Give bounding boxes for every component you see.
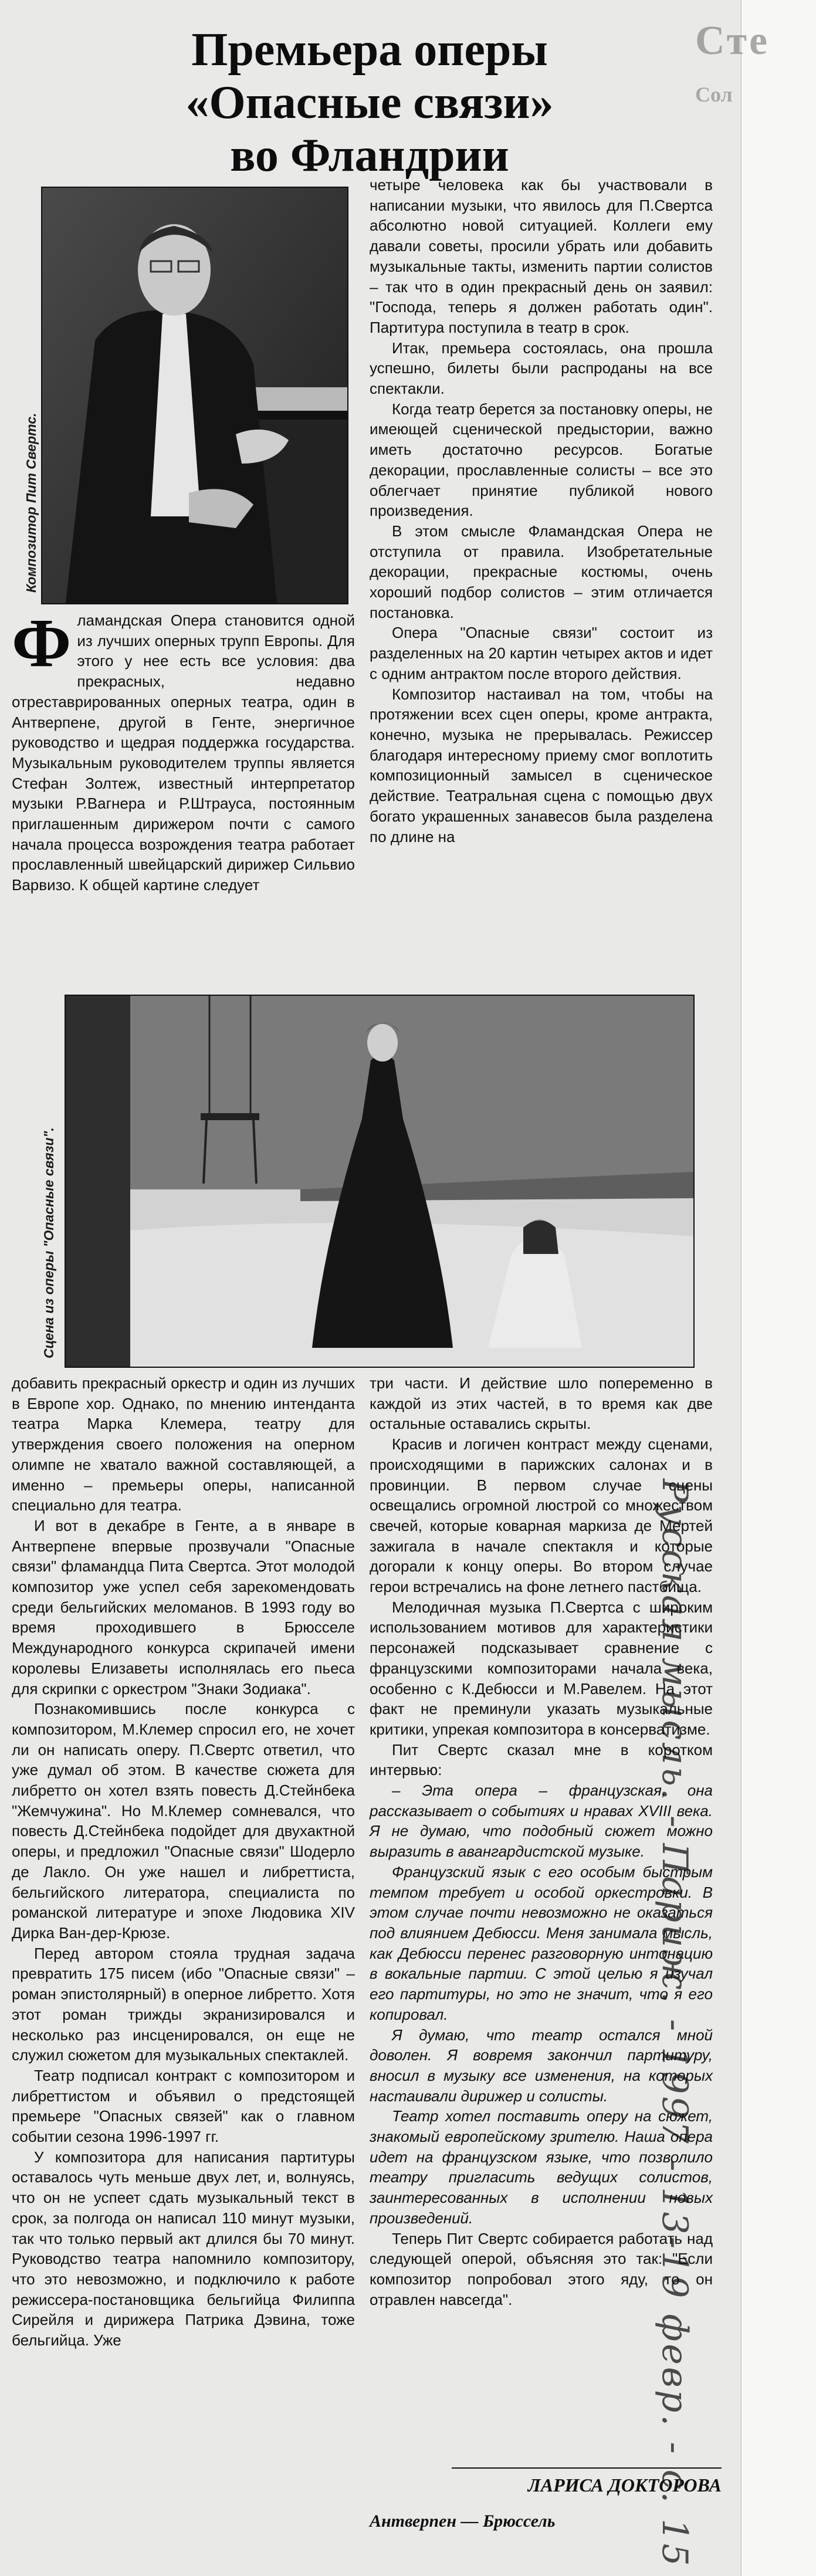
article-column-1 — [12, 604, 355, 895]
article-headline — [59, 23, 680, 182]
paragraph: четыре человека как бы участвовали в написании музыки, что явилось для П.Свертса абсолютно новой ситуацией. Коллеги ему давали советы, просили убрать или добавить музыкальные такты, изменить партии солистов – так что в один прекрасный день он заявил: "Господа, теперь я должен работать один". Партитура поступила в театр в срок. — [370, 176, 713, 336]
paragraph: Мелодичная музыка П.Свертса с широким использованием мотивов для характеристики персонажей подсказывает сравнение с французскими композиторами начала века, особенно с К.Дебюсси и М.Равелем. На этот факт не преминули указать музыкальные критики, упрекая композитора в консерватизме. — [370, 1598, 713, 1738]
interview-quote: Театр хотел поставить оперу на сюжет, знакомый европейскому зрителю. Наша опера идет на французском языке, что позволило театру пригласить ведущих солистов, заинтересованных в исполнении новых произведений. — [370, 2107, 713, 2227]
fragment-text-2: Сол — [695, 83, 733, 106]
paragraph: Когда театр берется за постановку оперы, не имеющей сценической предыстории, важно иметь достаточно ресурсов. Богатые декорации, прославленные солисты – все это облегчает принятие публикой нового произведения. — [370, 400, 713, 520]
handwritten-source-note: Русская мысль. - Париж. - 1997 - 13-19 февр. - с. 15 — [654, 1479, 695, 2568]
paragraph: Теперь Пит Свертс собирается работать над следующей оперой, объясняя это так: "Если композитор попробовал этого яду, то он отравлен навсегда". — [370, 2229, 713, 2308]
paragraph: Пит Свертс сказал мне в коротком интервью: — [370, 1740, 713, 1779]
adjacent-clipping-fragment — [695, 18, 783, 129]
paragraph: И вот в декабре в Генте, а в январе в Антверпене впервые прозвучали "Опасные связи" фламандца Пита Свертса. Этот молодой композитор уже успел себя зарекомендовать среди бельгийских меломанов. В 1993 году во время проходившего в Брюсселе Международного конкурса скрипачей имени королевы Елизаветы исполнялась его пьеса для скрипки с оркестром "Знаки Зодиака". — [12, 1516, 355, 1698]
interview-quote: Я думаю, что театр остался мной доволен. Я вовремя закончил партитуру, вносил в музыку все изменения, на которых настаивали дирижер и солисты. — [370, 2026, 713, 2105]
fragment-text-1: Сте — [695, 18, 770, 63]
paragraph: В этом смысле Фламандская Опера не отступила от правила. Изобретательные декорации, прекрасные костюмы, очень хороший подбор солистов – этим отличается постановка. — [370, 522, 713, 621]
article-column-3 — [12, 1373, 355, 2351]
author-byline: ЛАРИСА ДОКТОРОВА — [452, 2467, 722, 2496]
scene-caption: Сцена из оперы "Опасные связи". — [41, 1127, 56, 1358]
paragraph: Опера "Опасные связи" состоит из разделенных на 20 картин четырех актов и идет с одним антрактом после второго действия. — [370, 624, 713, 682]
paragraph: Красив и логичен контраст между сценами, происходящими в парижских салонах и в провинции. В первом случае сцены освещались огромной люстрой со множеством свечей, которые коварная маркиза де Мертей зажигала в начале спектакля и которые догорали к концу оперы. Во втором случае герои встречались на фоне летнего пастбища. — [370, 1435, 713, 1596]
dateline: Антверпен — Брюссель — [370, 2511, 556, 2531]
scan-margin-strip — [740, 0, 816, 2576]
paragraph: Итак, премьера состоялась, она прошла успешно, билеты были распроданы на все спектакли. — [370, 339, 713, 398]
paragraph: три части. И действие шло попеременно в каждой из этих частей, в то время как две остальные оставались скрыты. — [370, 1374, 713, 1433]
interview-quote: – Эта опера – французская, она рассказывает о событиях и нравах XVIII века. Я не думаю, что подобный сюжет можно выразить в авангардистской музыке. — [370, 1781, 713, 1861]
article-column-4 — [370, 1373, 713, 2310]
paragraph: Композитор настаивал на том, чтобы на протяжении всех сцен оперы, кроме антракта, конечно, музыка не прерывалась. Режиссер благодаря интересному приему смог воплотить композиционный замысел в сценическое действие. Театральная сцена с помощью двух богато украшенных занавесов была разделена по длине на — [370, 685, 713, 846]
opera-scene-photo — [65, 995, 695, 1368]
composer-portrait-photo — [41, 187, 348, 604]
drop-cap: Ф — [12, 604, 72, 681]
lead-paragraph-text: ламандская Опера становится одной из лучших оперных трупп Европы. Для этого у нее есть все условия: два прекрасных, недавно отреставрированных оперных театра, один в Антверпене, другой в Генте, энергичное руководство и щедрая поддержка государства. Музыкальным руководителем труппы является Стефан Золтеж, известный интерпретатор музыки Р.Вагнера и Р.Штрауса, постоянным приглашенным дирижером почти с самого начала процесса возрождения театра работает прославленный швейцарский дирижер Сильвио Варвизо. К общей картине следует — [12, 611, 355, 894]
headline-line-2: «Опасные связи» — [185, 77, 554, 129]
headline-line-1: Премьера оперы — [191, 24, 548, 76]
headline-line-3: во Фландрии — [230, 130, 509, 181]
interview-quote: Французский язык с его особым быстрым темпом требует и особой оркестровки. В этом случае почти невозможно не оказаться под влиянием Дебюсси. Меня занимала мысль, как Дебюсси перенес разговорную интонацию в вокальные партии. С этой целью я изучал его партитуры, но это не значит, что я его копировал. — [370, 1862, 713, 2023]
paragraph: Познакомившись после конкурса с композитором, М.Клемер спросил его, не хочет ли он написать оперу. П.Свертс ответил, что уже думал об этом. В качестве сюжета для либретто он хотел взять повесть Д.Стейнбека "Жемчужина". Но М.Клемер сомневался, что повесть Д.Стейнбека подойдет для двухактной оперы, и предложил "Опасные связи" Шодерло де Лакло. Он уже нашел и либреттиста, бельгийского литератора, специалиста по романской литературе и эпохе Людовика XIV Дирка Ван-дер-Крюзе. — [12, 1700, 355, 1942]
paragraph: Театр подписал контракт с композитором и либреттистом и объявил о предстоящей премьере "Опасных связей" как о главном событии сезона 1996-1997 гг. — [12, 2066, 355, 2146]
paragraph: У композитора для написания партитуры оставалось чуть меньше двух лет, и, волнуясь, что он не успеет сдать музыкальный текст в срок, за полгода он написал 110 минут музыки, так что только первый акт длился бы 70 минут. Руководство театра напомнило композитору, что это невозможно, и подключило к работе режиссера-постановщика бельгийца Филиппа Сирейля и дирижера Патрика Дэвина, тоже бельгийца. Уже — [12, 2148, 355, 2349]
paragraph: Перед автором стояла трудная задача превратить 175 писем (ибо "Опасные связи" – роман эпистолярный) в оперное либретто. Хотя этот роман трижды экранизировался и несколько раз инсценировался, он еще не служил сюжетом для музыкальных спектаклей. — [12, 1944, 355, 2064]
paragraph: добавить прекрасный оркестр и один из лучших в Европе хор. Однако, по мнению интенданта театра Марка Клемера, театру для утверждения своего положения на оперном олимпе не хватало важной составляющей, а именно – премьеры оперы, написанной специально для театра. — [12, 1374, 355, 1515]
article-column-2 — [370, 175, 713, 847]
lead-paragraph — [12, 604, 355, 895]
portrait-caption: Композитор Пит Свертс. — [23, 413, 39, 593]
